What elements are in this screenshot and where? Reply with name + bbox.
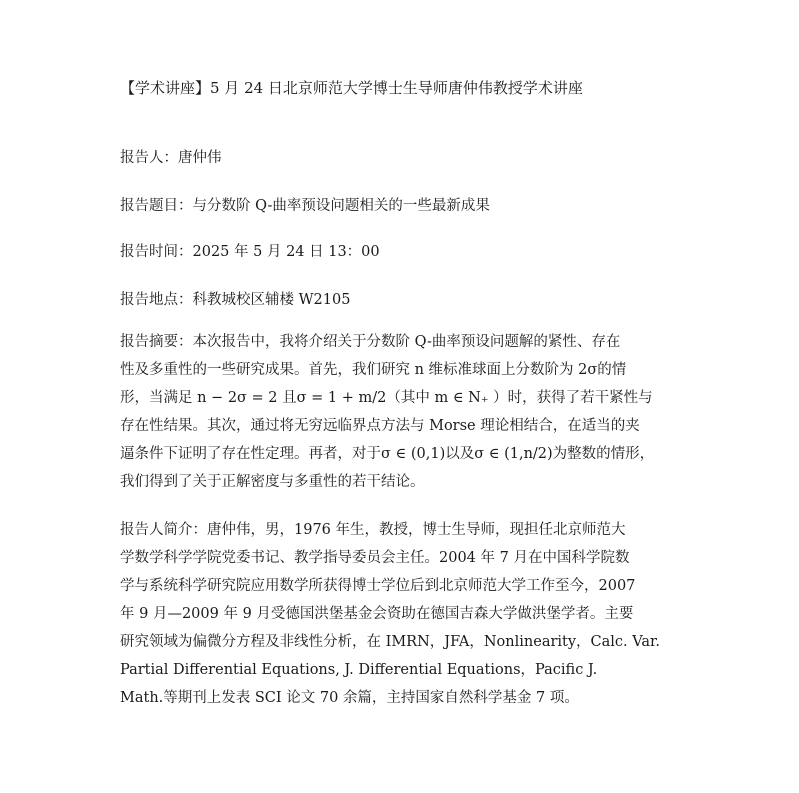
- topic-line: 报告题目：与分数阶 Q-曲率预设问题相关的一些最新成果: [120, 198, 490, 214]
- abstract-line: 我们得到了关于正解密度与多重性的若干结论。: [120, 474, 425, 490]
- page-title: 【学术讲座】5 月 24 日北京师范大学博士生导师唐仲伟教授学术讲座: [120, 79, 583, 97]
- bio-line: 学数学科学学院党委书记、教学指导委员会主任。2004 年 7 月在中国科学院数: [120, 550, 630, 566]
- bio-line: 年 9 月—2009 年 9 月受德国洪堡基金会资助在德国吉森大学做洪堡学者。主要: [120, 606, 634, 622]
- bio-line: Math.等期刊上发表 SCI 论文 70 余篇，主持国家自然科学基金 7 项。: [120, 690, 579, 706]
- bio-paragraph: [120, 516, 685, 712]
- abstract-paragraph: [120, 328, 685, 496]
- abstract-line: 形，当满足 n − 2σ = 2 且σ = 1 + m/2（其中 m ∈ N₊ ）时，获得了若干紧性与: [120, 390, 653, 406]
- bio-line: 报告人简介：唐仲伟，男，1976 年生，教授，博士生导师，现担任北京师范大: [120, 522, 626, 538]
- bio-line: 研究领域为偏微分方程及非线性分析，在 IMRN，JFA，Nonlinearity，Calc. Var.: [120, 634, 661, 650]
- time-line: 报告时间：2025 年 5 月 24 日 13：00: [120, 244, 380, 260]
- bio-line: 学与系统科学研究院应用数学所获得博士学位后到北京师范大学工作至今，2007: [120, 578, 636, 594]
- abstract-line: 报告摘要：本次报告中，我将介绍关于分数阶 Q-曲率预设问题解的紧性、存在: [120, 334, 621, 350]
- abstract-line: 性及多重性的一些研究成果。首先，我们研究 n 维标准球面上分数阶为 2σ的情: [120, 362, 627, 378]
- speaker-line: 报告人：唐仲伟: [120, 150, 222, 166]
- abstract-line: 存在性结果。其次，通过将无穷远临界点方法与 Morse 理论相结合，在适当的夹: [120, 418, 640, 434]
- abstract-line: 逼条件下证明了存在性定理。再者，对于σ ∈ (0,1)以及σ ∈ (1,n/2)为整数的情形，: [120, 446, 655, 462]
- location-line: 报告地点：科教城校区辅楼 W2105: [120, 292, 351, 308]
- bio-line: Partial Differential Equations, J. Differential Equations，Pacific J.: [120, 662, 598, 678]
